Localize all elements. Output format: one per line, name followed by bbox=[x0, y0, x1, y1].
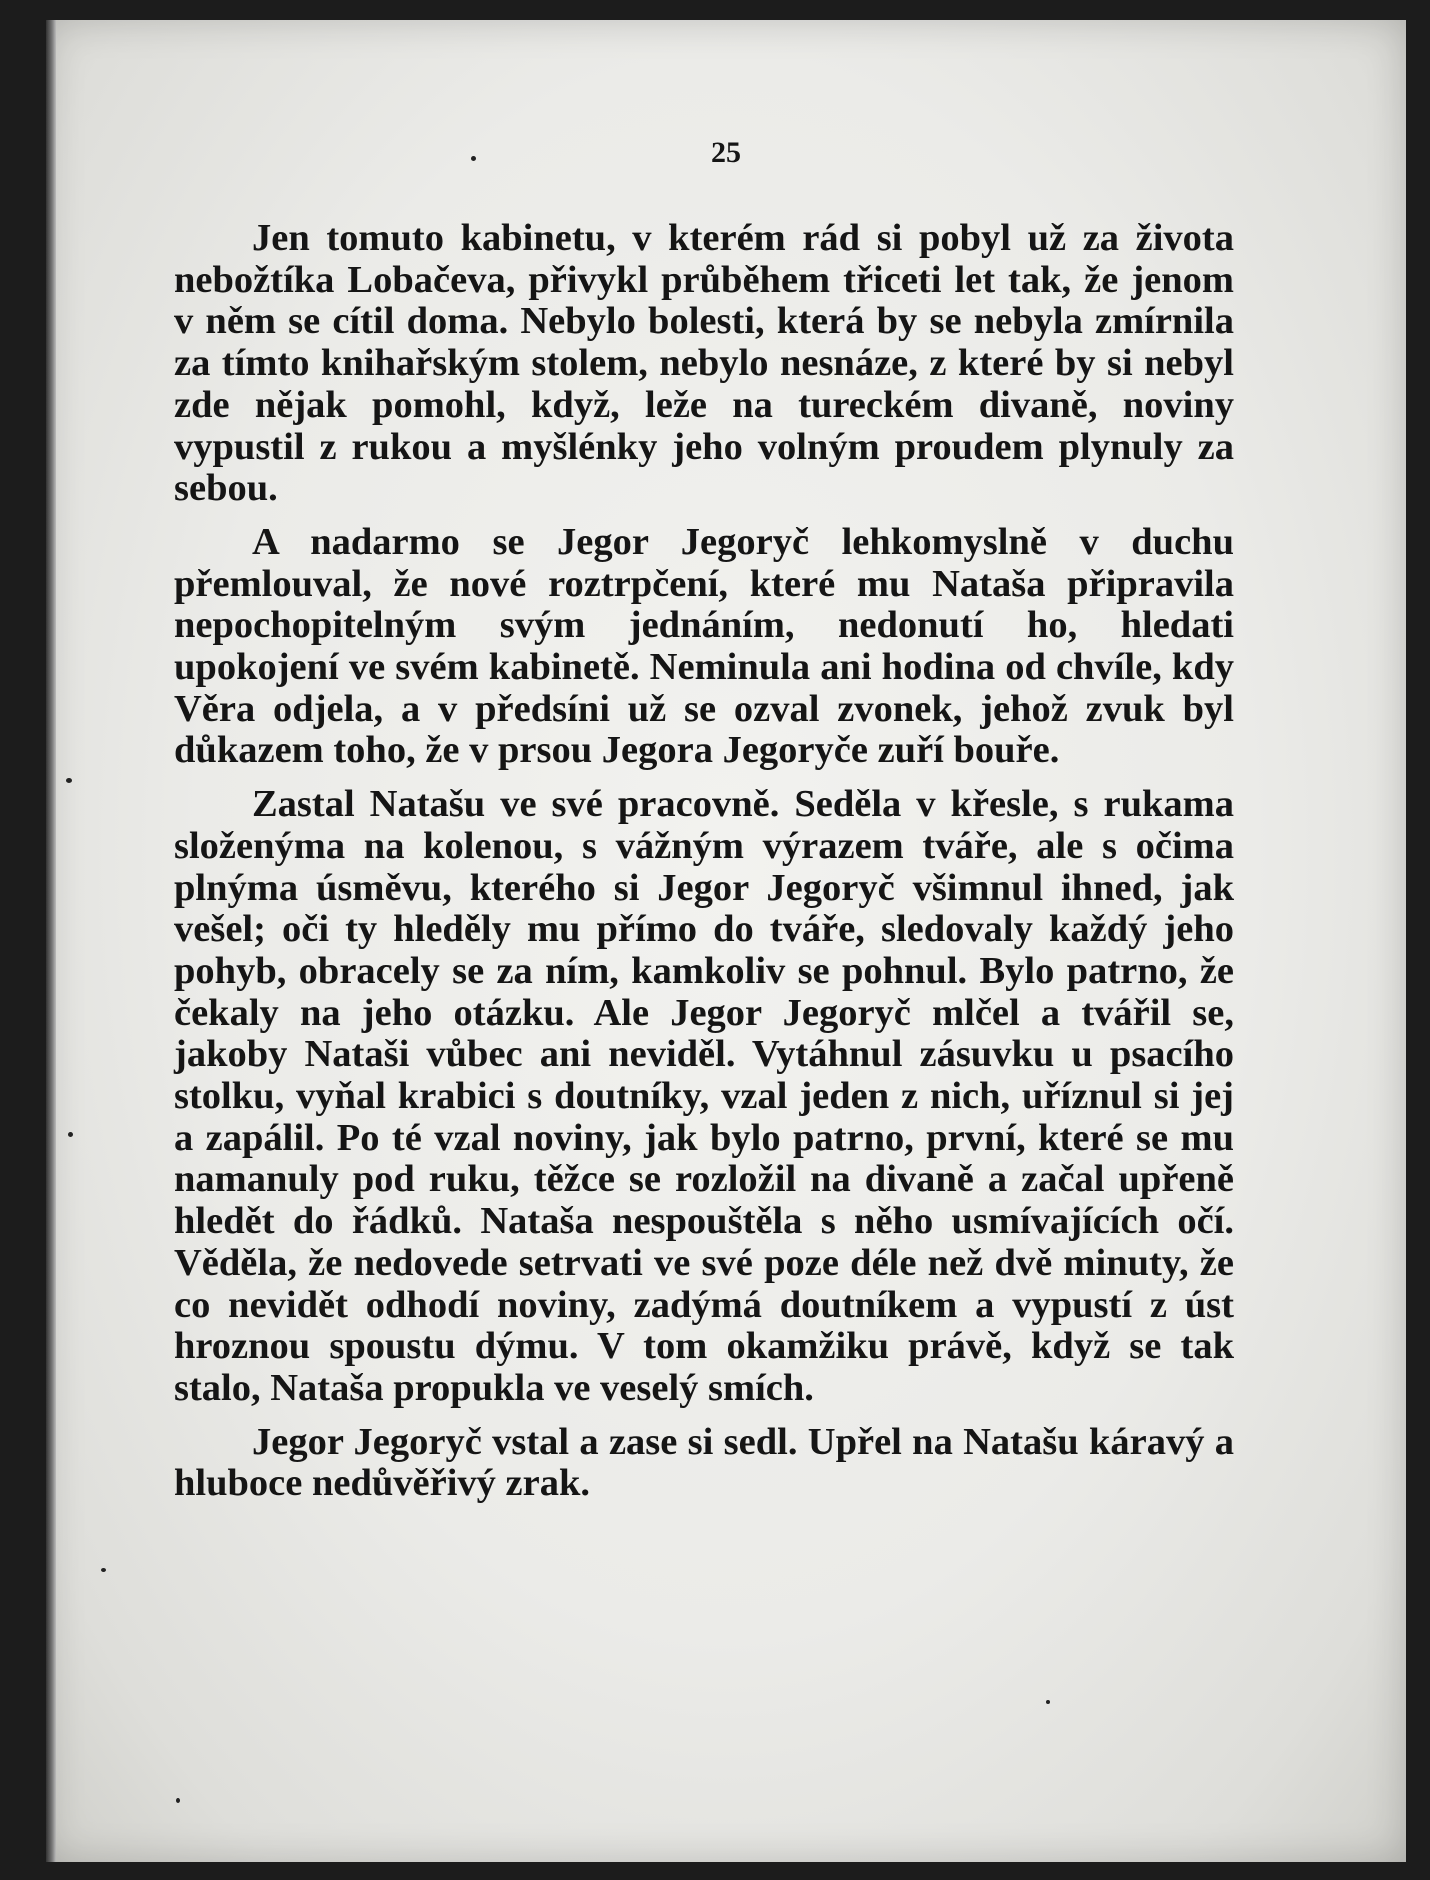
page-gutter bbox=[46, 20, 56, 1862]
speck bbox=[1046, 1700, 1050, 1704]
page-number: 25 bbox=[711, 136, 741, 169]
paragraph-4: Jegor Jegoryč vstal a zase si sedl. Upřel na Natašu káravý a hluboce nedůvěřivý zrak. bbox=[174, 1420, 1234, 1505]
speck bbox=[471, 156, 476, 161]
speck bbox=[68, 1132, 73, 1137]
paragraph-2: A nadarmo se Jegor Jegoryč lehkomyslně v duchu přemlouval, že nové roztrpčení, které mu Nataša připravila nepochopitelným svým jednáním, nedonutí ho, hledati upokojení ve svém kabinetě. Neminula ani hodina od chvíle, kdy Věra odjela, a v předsíni už se ozval zvonek, jehož zvuk byl důkazem toho, že v prsou Jegora Jegoryče zuří bouře. bbox=[174, 520, 1234, 772]
paragraph-3: Zastal Natašu ve své pracovně. Seděla v křesle, s rukama složenýma na kolenou, s vážným výrazem tváře, ale s očima plnýma úsměvu, kterého si Jegor Jegoryč všimnul ihned, jak vešel; oči ty hleděly mu přímo do tváře, sledovaly každý jeho pohyb, obracely se za ním, kamkoliv se pohnul. Bylo patrno, že čekaly na jeho otázku. Ale Jegor Jegoryč mlčel a tvářil se, jakoby Nataši vůbec ani neviděl. Vytáhnul zásuvku u psacího stolku, vyňal krabici s doutníky, vzal jeden z nich, uříznul si jej a zapálil. Po té vzal noviny, jak bylo patrno, první, které se mu namanuly pod ruku, těžce se rozložil na divaně a začal upřeně hledět do řádků. Nataša nespouštěla s něho usmívajících očí. Věděla, že nedovede setrvati ve své poze déle než dvě minuty, že co nevidět odhodí noviny, zadýmá doutníkem a vypustí z úst hroznou spoustu dýmu. V tom okamžiku právě, když se tak stalo, Nataša propukla ve veselý smích. bbox=[174, 783, 1234, 1409]
speck bbox=[66, 778, 72, 783]
book-page bbox=[46, 20, 1406, 1862]
body-text bbox=[174, 218, 1234, 1517]
speck bbox=[176, 1798, 180, 1803]
speck bbox=[101, 1568, 106, 1572]
paragraph-1: Jen tomuto kabinetu, v kterém rád si pobyl už za života nebožtíka Lobačeva, přivykl průběhem třiceti let tak, že jenom v něm se cítil doma. Nebylo bolesti, která by se nebyla zmírnila za tímto knihařským stolem, nebylo nesnáze, z které by si nebyl zde nějak pomohl, když, leže na tureckém divaně, noviny vypustil z rukou a myšlénky jeho volným proudem plynuly za sebou. bbox=[174, 217, 1234, 510]
